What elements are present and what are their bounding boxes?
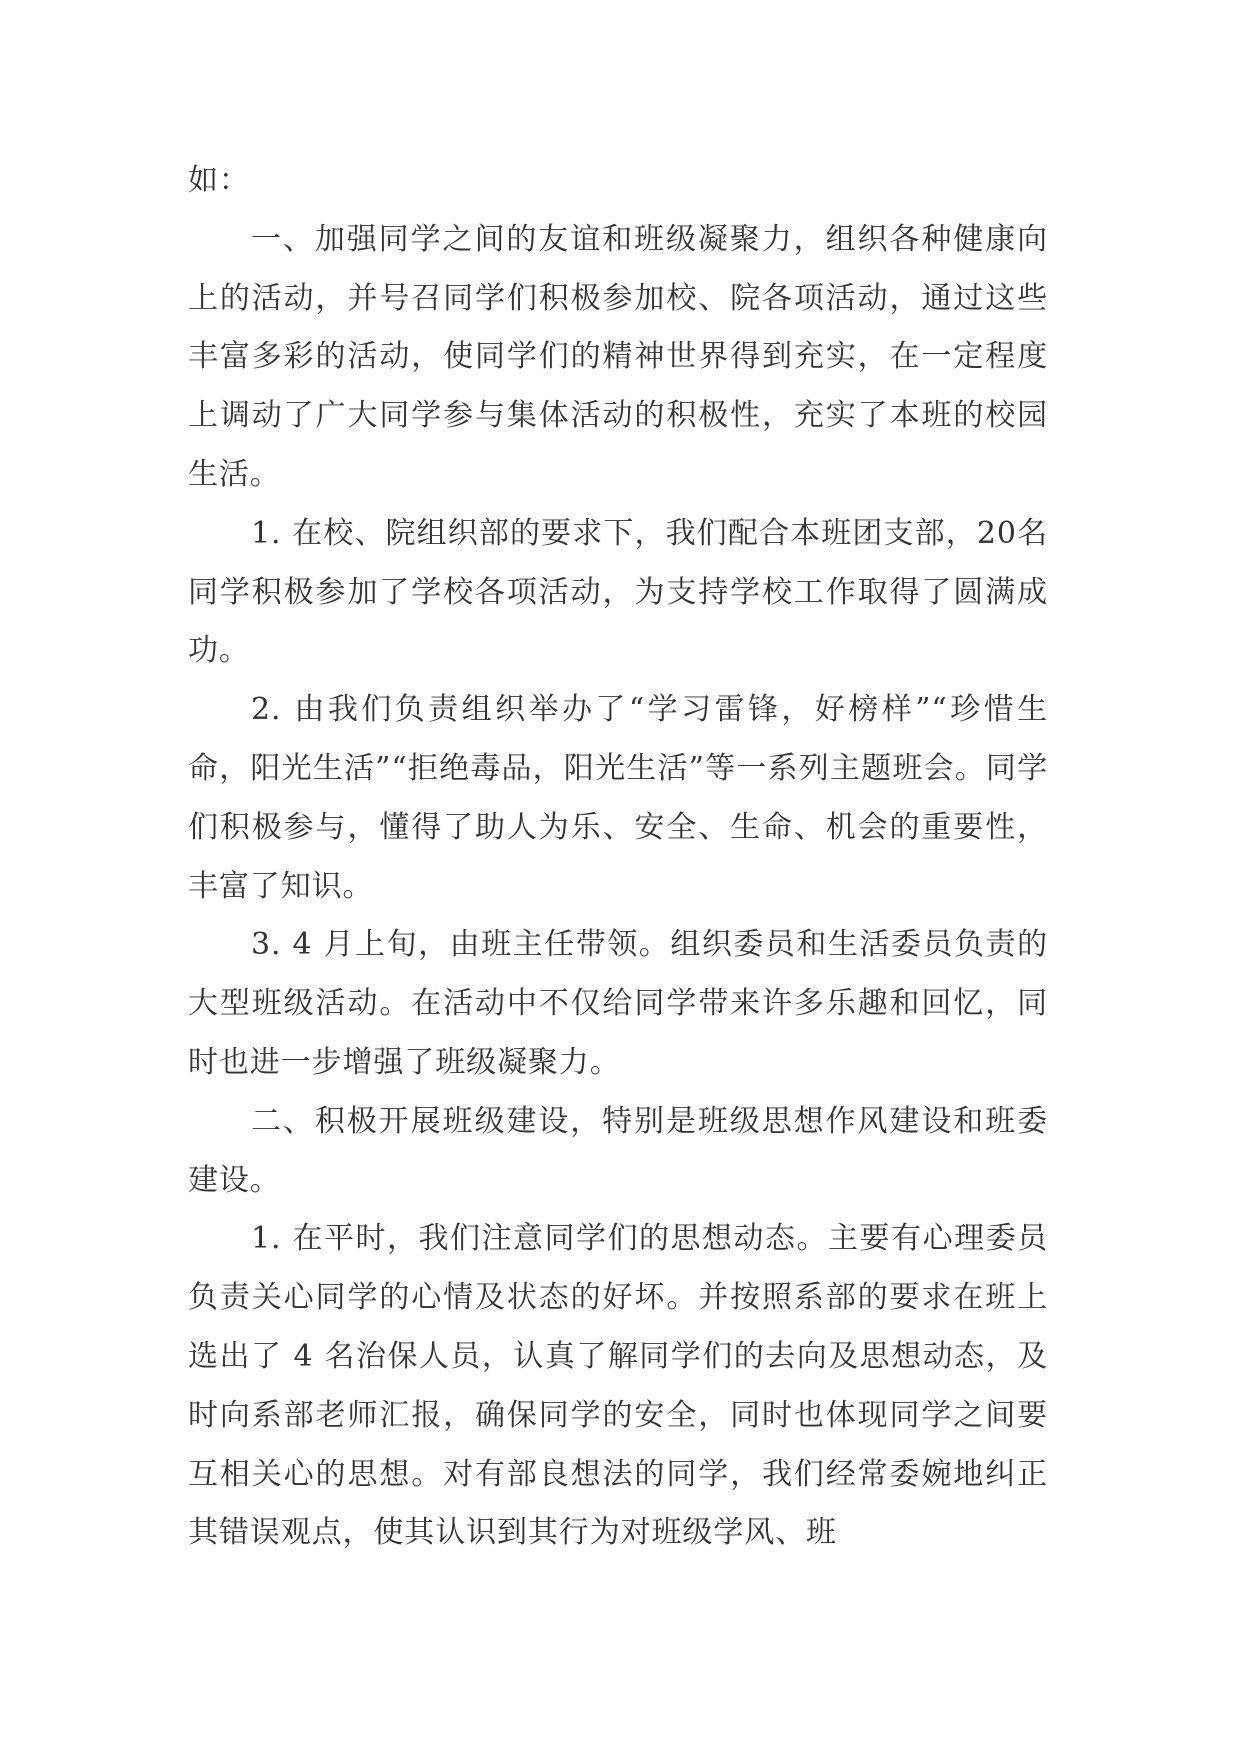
paragraph-intro: 如： (188, 163, 250, 198)
paragraph-section-two: 二、积极开展班级建设，特别是班级思想作风建设和班委建设。 (188, 1103, 1048, 1198)
paragraph-item-2: 2. 由我们负责组织举办了“学习雷锋，好榜样”“珍惜生命，阳光生活”“拒绝毒品，阳光生活”等一系列主题班会。同学们积极参与，懂得了助人为乐、安全、生命、机会的重要性，丰富了知识。 (188, 692, 1048, 904)
paragraph-item-3: 3. 4 月上旬，由班主任带领。组织委员和生活委员负责的大型班级活动。在活动中不仅给同学带来许多乐趣和回忆，同时也进一步增强了班级凝聚力。 (188, 927, 1048, 1080)
paragraph-item-1-b: 1. 在平时，我们注意同学们的思想动态。主要有心理委员负责关心同学的心情及状态的好坏。并按照系部的要求在班上选出了 4 名治保人员，认真了解同学们的去向及思想动态，及时向系部老师汇报，确保同学的安全，同时也体现同学之间要互相关心的思想。对有部良想法的同学，我们经常委婉地纠正其错误观点，使其认识到其行为对班级学风、班 (188, 1221, 1048, 1551)
document-body (188, 152, 1048, 1563)
paragraph-item-1: 1. 在校、院组织部的要求下，我们配合本班团支部，20名同学积极参加了学校各项活动，为支持学校工作取得了圆满成功。 (188, 515, 1048, 669)
paragraph-section-one: 一、加强同学之间的友谊和班级凝聚力，组织各种健康向上的活动，并号召同学们积极参加校、院各项活动，通过这些丰富多彩的活动，使同学们的精神世界得到充实，在一定程度上调动了广大同学参与集体活动的积极性，充实了本班的校园生活。 (188, 221, 1048, 492)
